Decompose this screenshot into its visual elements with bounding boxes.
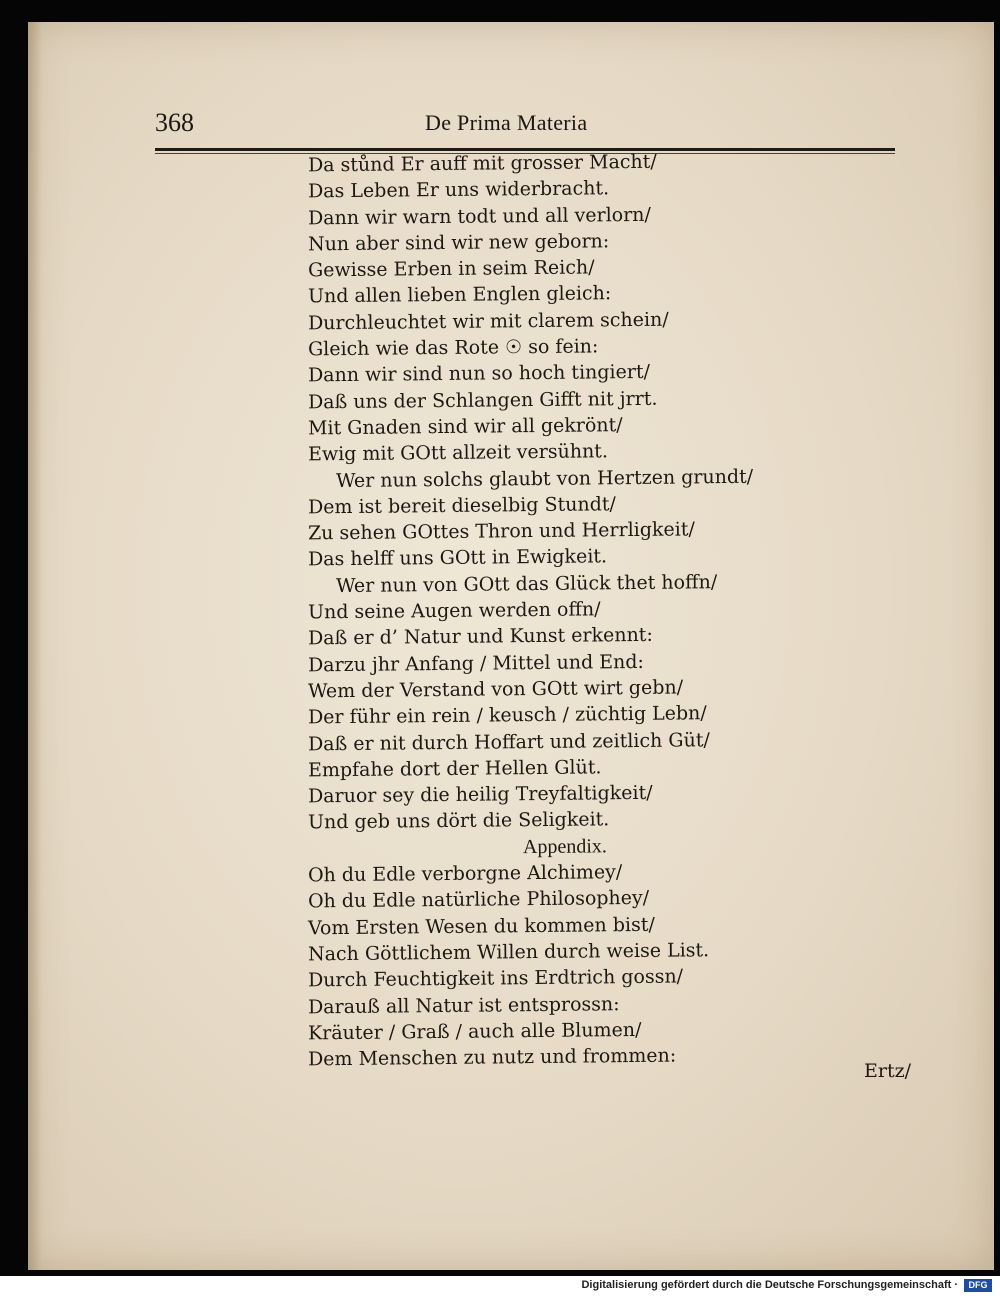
page-header xyxy=(155,106,895,146)
verse-line: Der führ ein rein / keusch / züchtig Lebn/ xyxy=(307,702,707,729)
verse-line: Dann wir sind nun so hoch tingiert/ xyxy=(307,361,651,387)
verse-line: Gleich wie das Rote ☉ so fein: xyxy=(307,335,599,361)
appendix-line: Oh du Edle verborgne Alchimey/ xyxy=(307,861,623,887)
appendix-line: Dem Menschen zu nutz und frommen: xyxy=(307,1044,677,1071)
verse-line: Wer nun solchs glaubt von Hertzen grundt/ xyxy=(335,465,754,492)
running-head: De Prima Materia xyxy=(425,110,588,135)
page-gutter-shadow xyxy=(28,22,42,1270)
verse-line: Dem ist bereit dieselbig Stundt/ xyxy=(307,493,616,519)
poem-text-block xyxy=(308,150,768,1070)
verse-line: Gewisse Erben in seim Reich/ xyxy=(307,256,595,282)
footer-credit: Digitalisierung gefördert durch die Deutsche Forschungsgemeinschaft · xyxy=(581,1279,958,1291)
verse-line: Daß er d’ Natur und Kunst erkennt: xyxy=(307,624,653,650)
verse-line: Das helff uns GOtt in Ewigkeit. xyxy=(307,545,608,571)
verse-line: Und allen lieben Englen gleich: xyxy=(307,282,612,308)
appendix-line: Durch Feuchtigkeit ins Erdtrich gossn/ xyxy=(307,965,684,992)
dfg-logo: DFG xyxy=(964,1279,992,1292)
verse-line: Mit Gnaden sind wir all gekrönt/ xyxy=(307,414,623,440)
verse-line: Daß uns der Schlangen Gifft nit jrrt. xyxy=(307,387,658,414)
appendix-line: Kräuter / Graß / auch alle Blumen/ xyxy=(307,1018,642,1045)
page-number: 368 xyxy=(155,108,194,137)
appendix-heading: Appendix. xyxy=(522,834,608,858)
verse-line: Daß er nit durch Hoffart und zeitlich Güt/ xyxy=(307,728,710,755)
verse-line: Daruor sey die heilig Treyfaltigkeit/ xyxy=(307,781,653,808)
verse-line: Durchleuchtet wir mit clarem schein/ xyxy=(307,308,669,335)
appendix-line: Vom Ersten Wesen du kommen bist/ xyxy=(307,913,655,940)
appendix-line: Oh du Edle natürliche Philosophey/ xyxy=(307,887,650,913)
verse-line: Wem der Verstand von GOtt wirt gebn/ xyxy=(307,676,684,703)
appendix-line: Nach Göttlichem Willen durch weise List. xyxy=(307,939,710,966)
verse-line: Ewig mit GOtt allzeit versühnt. xyxy=(307,440,609,466)
verse-line: Nun aber sind wir new geborn: xyxy=(307,230,610,256)
verse-line: Und geb uns dört die Seligkeit. xyxy=(307,808,610,834)
verse-line: Wer nun von GOtt das Glück thet hoffn/ xyxy=(335,570,718,597)
verse-line: Zu sehen GOttes Thron und Herrligkeit/ xyxy=(307,518,695,545)
verse-line: Darzu jhr Anfang / Mittel und End: xyxy=(307,650,644,677)
verse-line: Dann wir warn todt und all verlorn/ xyxy=(307,203,651,230)
digitization-footer xyxy=(0,1276,1000,1296)
verse-line: Das Leben Er uns widerbracht. xyxy=(307,177,610,203)
verse-line: Empfahe dort der Hellen Glüt. xyxy=(307,756,602,782)
verse-line: Da stůnd Er auff mit grosser Macht/ xyxy=(307,150,657,177)
catchword: Ertz/ xyxy=(864,1060,911,1082)
appendix-line: Darauß all Natur ist entsprossn: xyxy=(307,992,620,1018)
verse-line: Und seine Augen werden offn/ xyxy=(307,598,601,624)
